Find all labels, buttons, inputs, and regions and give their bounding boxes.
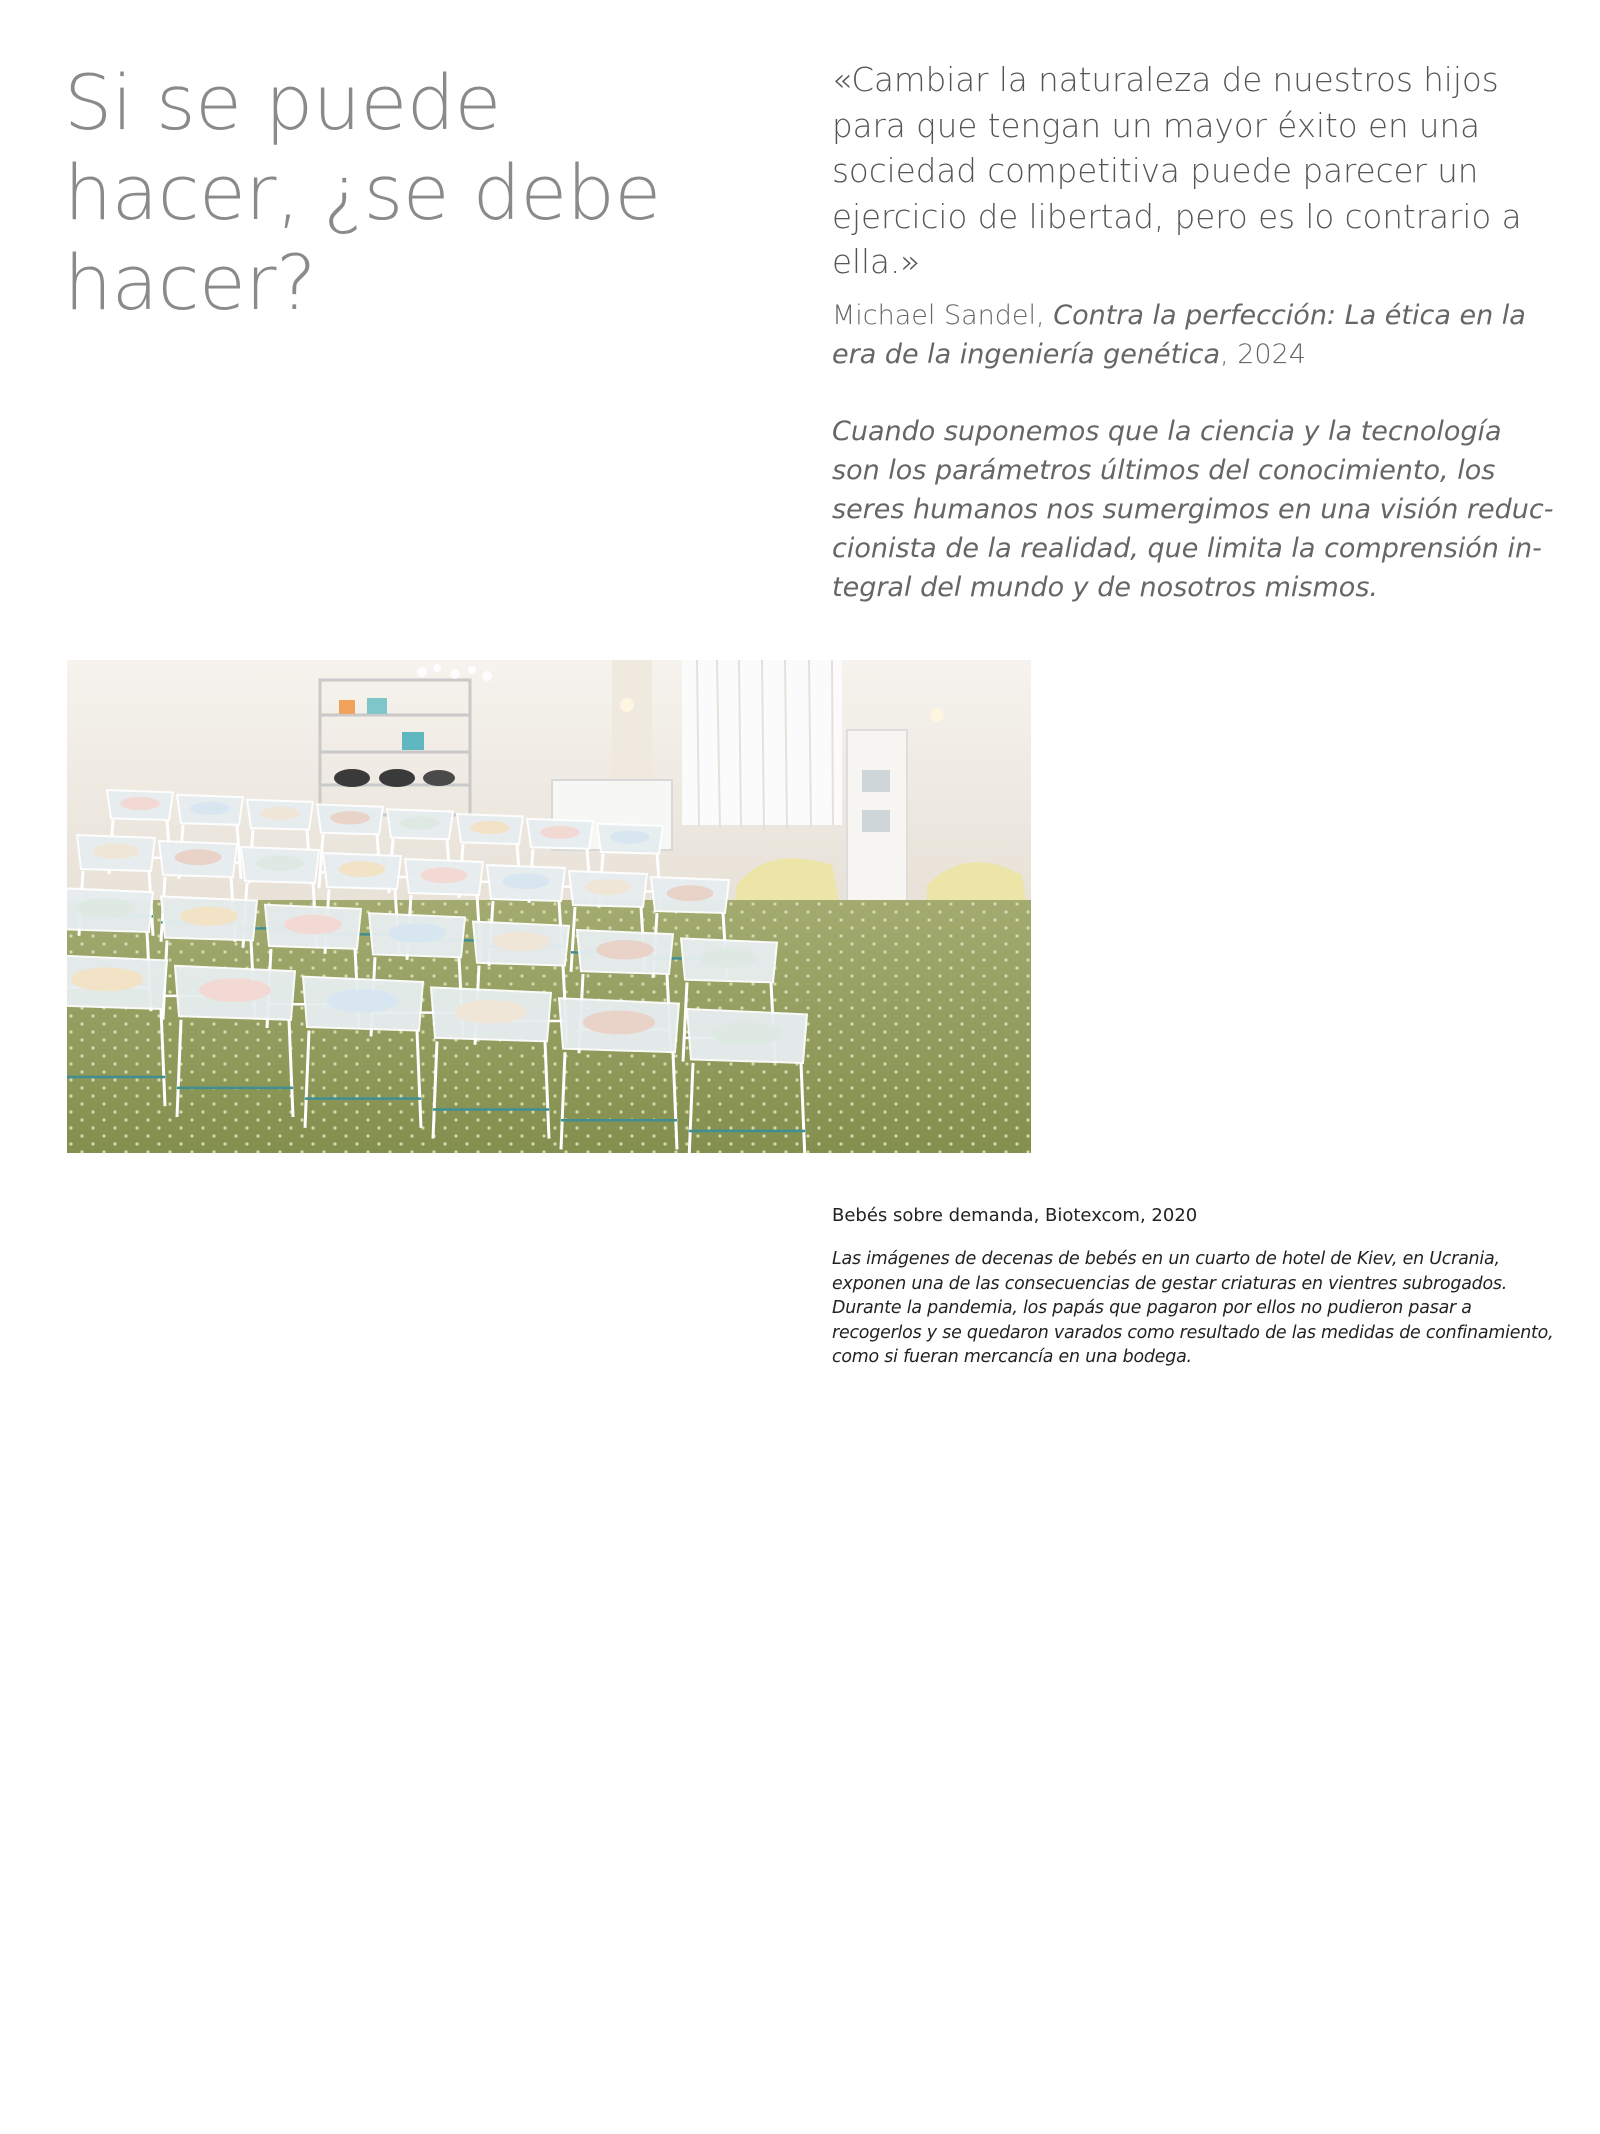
quote-work-title: Contra la perfección: La ética en la era de la ingeniería genética xyxy=(832,299,1526,370)
caption-title: Bebés sobre demanda, Biotexcom, 2020 xyxy=(832,1205,1198,1226)
nursery-photo xyxy=(67,660,1031,1153)
caption-text: Las imágenes de decenas de bebés en un cuarto de hotel de Kiev, en Ucrania, exponen una de las consecuencias de gestar criaturas en vientres subrogados. Durante la pandemia, los papás que pagaron por ellos no pudieron pasar a recogerlos y se quedaron varados como resultado de las medidas de confinamiento, como si fueran mercancía en una bodega. xyxy=(832,1249,1554,1367)
lead-paragraph: Cuando suponemos que la ciencia y la tecnología son los parámetros últimos del conocimiento, los seres humanos nos sumergimos en una visión reduc-cionista de la realidad, que limita la comprensión in-tegral del mundo y de nosotros mismos. xyxy=(832,415,1554,603)
quote-year: , 2024 xyxy=(1220,338,1306,370)
quote-author: Michael Sandel, xyxy=(832,299,1054,331)
quote-attribution xyxy=(832,296,1554,374)
quote-column xyxy=(832,58,1554,607)
page-title: Si se puede hacer, ¿se debe hacer? xyxy=(64,58,661,327)
epigraph-quote: «Cambiar la naturaleza de nuestros hijos para que tengan un mayor éxito en una sociedad competitiva puede parecer un ejercicio de libertad, pero es lo contrario a ella.» xyxy=(832,61,1522,281)
photo-caption xyxy=(832,1203,1562,1370)
